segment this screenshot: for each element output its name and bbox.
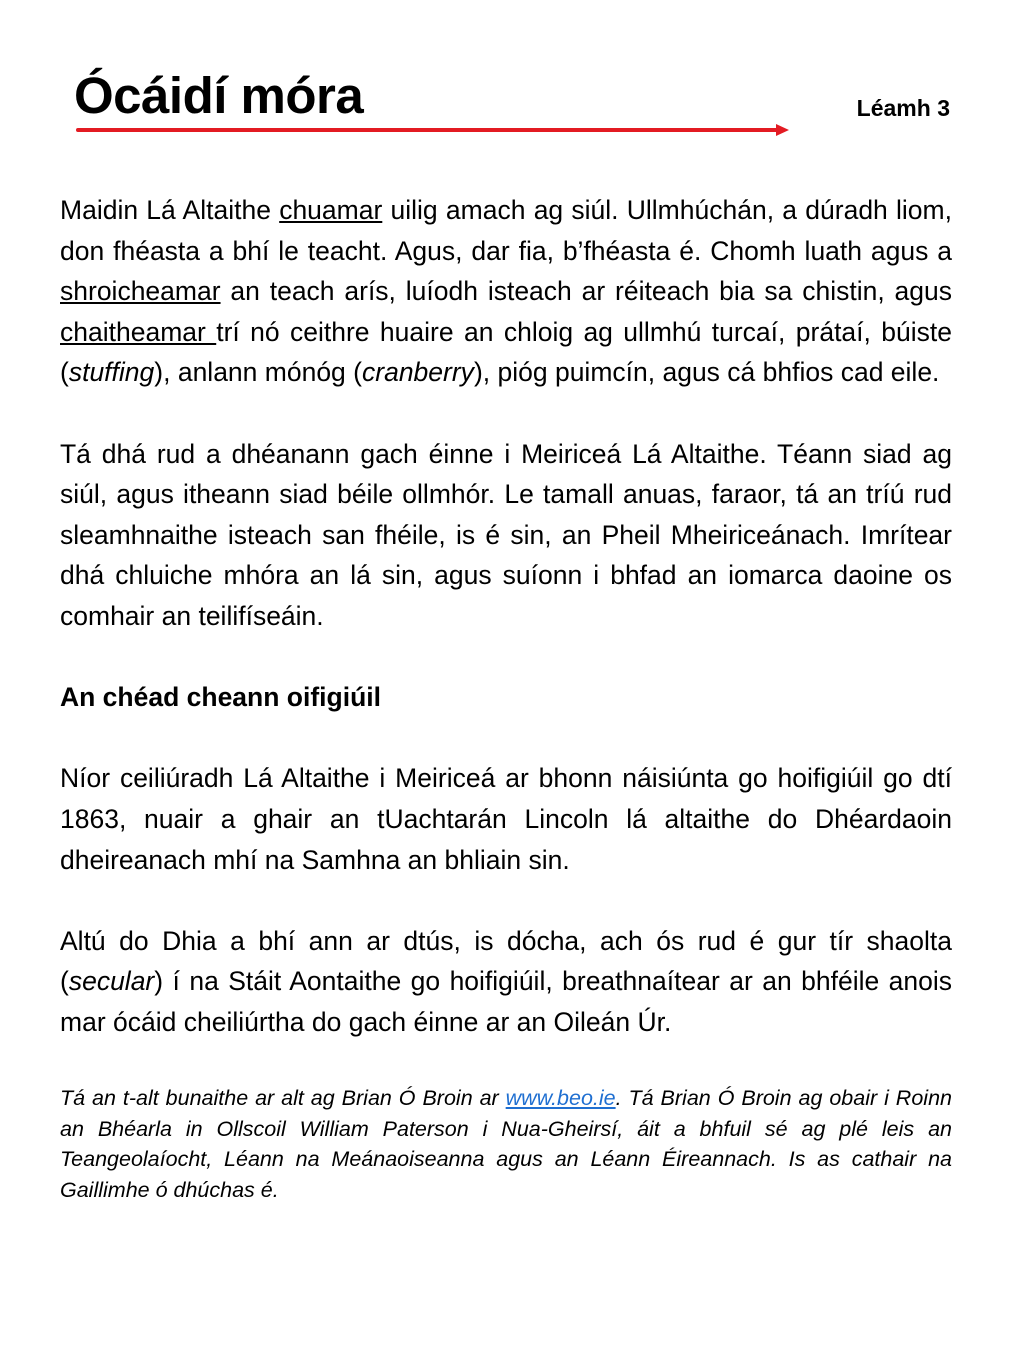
source-credit: Tá an t-alt bunaithe ar alt ag Brian Ó Broin ar www.beo.ie. Tá Brian Ó Broin ag obair i Roinn an Bhéarla in Ollscoil William Paterson i Nua-Gheirsí, áit a bhfuil sé ag plé leis an Teangeolaíocht, Léann na Meánaoiseanna agus an Léann Éireannach. Is as cathair na Gaillimhe ó dhúchas é. [60, 1086, 952, 1202]
paragraph-1: Maidin Lá Altaithe chuamar uilig amach ag siúl. Ullmhúchán, a dúradh liom, don fhéasta a bhí le teacht. Agus, dar fia, b’fhéasta é. Chomh luath agus a shroicheamar an teach arís, luíodh isteach ar réiteach bia sa chistin, agus chaitheamar trí nó ceithre huaire an chloig ag ullmhú turcaí, prátaí, búiste (stuffing), anlann mónóg (cranberry), pióg puimcín, agus cá bhfios cad eile. [60, 195, 952, 388]
paragraph-2: Tá dhá rud a dhéanann gach éinne i Meiriceá Lá Altaithe. Téann siad ag siúl, agus itheann siad béile ollmhór. Le tamall anuas, faraor, tá an tríú rud sleamhnaithe isteach san fhéile, is é sin, an Pheil Mheiriceánach. Imrítear dhá chluiche mhóra an lá sin, agus suíonn i bhfad an iomarca daoine os comhair an teilifíseáin. [60, 438, 952, 631]
paragraph-4: Altú do Dhia a bhí ann ar dtús, is dócha, ach ós rud é gur tír shaolta (secular) í na Stáit Aontaithe go hoifigiúil, breathnaítear ar an bhféile anois mar ócáid cheiliúrtha do gach éinne ar an Oileán Úr. [60, 925, 952, 1037]
section-heading: An chéad cheann oifigiúil [60, 682, 381, 713]
underlined-word-chuamar: chuamar [279, 195, 383, 225]
source-link[interactable]: www.beo.ie [505, 1086, 616, 1111]
underlined-word-shroicheamar: shroicheamar [60, 276, 221, 307]
paragraph-3: Níor ceiliúradh Lá Altaithe i Meiriceá ar bhonn náisiúnta go hoifigiúil go dtí 1863, nuair a ghair an tUachtarán Lincoln lá altaithe do Dhéardaoin dheireanach mhí na Samhna an bhliain sin. [60, 763, 952, 875]
article-body [60, 190, 952, 1205]
english-gloss-secular: secular [68, 966, 155, 997]
english-gloss-stuffing: stuffing [68, 357, 155, 388]
english-gloss-cranberry: cranberry [362, 357, 474, 388]
underlined-word-chaitheamar: chaitheamar [60, 316, 217, 347]
reading-number-label: Léamh 3 [856, 95, 950, 121]
arrowhead-icon [776, 124, 789, 136]
title-underline-arrow [76, 123, 790, 137]
page-title: Ócáidí móra [74, 67, 364, 124]
